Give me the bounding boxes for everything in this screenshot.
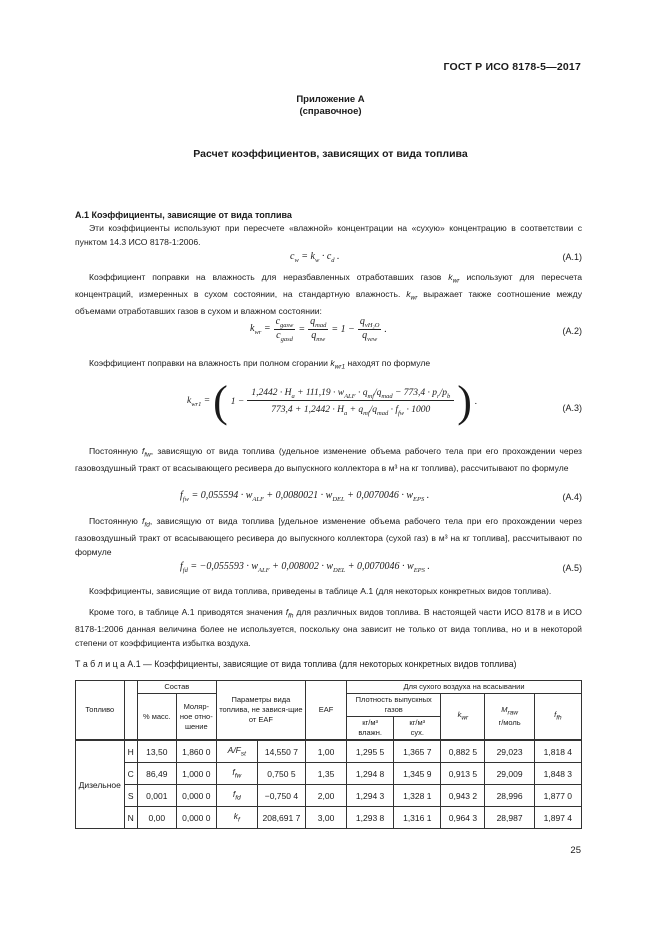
paragraph-5-text-b: , зависящую от вида топлива [удельное изменение объема рабочего тела при его прохождении через газовоздушный тракт от всасывающего ресивера до выпускного коллектора (сухой газ) в м³ на кг топлива], рассчитывают по формуле [75, 516, 582, 557]
table-row [76, 785, 582, 807]
a3-const2: 111,19 [305, 387, 331, 398]
a4-c1: 0,055594 [200, 490, 239, 501]
paragraph-3-text-a: Коэффициент поправки на влажность при полном сгорании [89, 358, 328, 368]
cell-element: N [124, 807, 137, 829]
header-ffh: $f_{fh}$ [534, 694, 581, 741]
cell-param-value: 14,550 7 [257, 740, 305, 763]
page-title: Расчет коэффициентов, зависящих от вида топлива [193, 148, 468, 160]
paragraph-7: Кроме того, в таблице А.1 приводятся значения $f_{fh}$ для различных видов топлива. В настоящей части ИСО 8178 и в ИСО 8178-1:2006 данная величина более не используется, поскольку она зависит не только от вида топлива, но и в некоторой степени от коэффициента избытка воздуха. [75, 607, 582, 648]
cell-ffh: 1,818 4 [534, 740, 581, 763]
paragraph-2-text-a: Коэффициент поправки на влажность для неразбавленных отработавших газов [89, 272, 442, 282]
paragraph-6-text: Коэффициенты, зависящие от вида топлива, приведены в таблице А.1 (для некоторых конкретных видов топлива). [89, 586, 552, 596]
cell-param-value: −0,750 4 [257, 785, 305, 807]
a3-const4: 773,4 [271, 404, 293, 415]
a5-c1: −0,055593 [199, 561, 244, 572]
cell-wet: 1,293 8 [347, 807, 394, 829]
table-row [76, 763, 582, 785]
header-molar: Моляр-ное отно-шение [176, 694, 216, 741]
paragraph-4-text-b: , зависящую от вида топлива (удельное изменение объема рабочего тела при его прохождении через газовоздушный тракт от всасывающего ресивера до выпускного коллектора в м³ на кг топлива), рассчитывают по формуле [75, 446, 582, 474]
cell-wet: 1,294 8 [347, 763, 394, 785]
document-header: ГОСТ Р ИСО 8178-5—2017 [443, 61, 581, 73]
header-dry: кг/м³ сух. [394, 717, 441, 741]
cell-dry: 1,365 7 [394, 740, 441, 763]
cell-dry: 1,316 1 [394, 807, 441, 829]
header-wet: кг/м³ влажн. [347, 717, 394, 741]
cell-eaf: 1,00 [306, 740, 347, 763]
cell-mass: 0,001 [137, 785, 176, 807]
page-number: 25 [570, 845, 581, 856]
cell-kwr: 0,943 2 [441, 785, 485, 807]
header-mass-pct: % масс. [137, 694, 176, 741]
cell-param: $A/F_{st}$ [216, 740, 257, 763]
paragraph-5-text-a: Постоянную [89, 516, 138, 526]
cell-param: $f_{fw}$ [216, 763, 257, 785]
cell-molar: 1,000 0 [176, 763, 216, 785]
table-caption-label: Т а б л и ц а А.1 [75, 659, 141, 669]
paragraph-3-text-b: находят по формуле [347, 358, 431, 368]
cell-ffh: 1,848 3 [534, 763, 581, 785]
cell-mraw: 29,009 [485, 763, 534, 785]
cell-element: C [124, 763, 137, 785]
paragraph-1 [75, 222, 582, 249]
cell-element: S [124, 785, 137, 807]
header-mraw: $M_{raw}$ г/моль [485, 694, 534, 741]
cell-molar: 0,000 0 [176, 785, 216, 807]
equation-a2-number: (А.2) [562, 326, 582, 336]
cell-mraw: 28,996 [485, 785, 534, 807]
cell-molar: 0,000 0 [176, 807, 216, 829]
fuel-coefficients-table [75, 680, 582, 829]
a4-c2: 0,0080021 [275, 490, 319, 501]
paragraph-4: Постоянную $f_{fw}$, зависящую от вида топлива (удельное изменение объема рабочего тела при его прохождении через газовоздушный тракт от всасывающего ресивера до выпускного коллектора в м³ на кг топлива), рассчитывают по формуле [75, 446, 582, 474]
a3-const1: 1,2442 [251, 387, 278, 398]
fuel-name: Дизельное [76, 740, 125, 829]
table-row [76, 740, 582, 763]
paragraph-4-text-a: Постоянную [89, 446, 138, 456]
table-row [76, 807, 582, 829]
cell-ffh: 1,897 4 [534, 807, 581, 829]
equation-a3: $k_{wr1}$ = ( 1 − $\frac{1,2442 \cdot H_a + 111,19 \cdot w_{ALF} \cdot q_{mf}/q_{mad} - 773,4 \cdot p_r/p_b}{773,4 + 1,2442 \cdot H_a + q_{mf}/q_{mad} \cdot f_{fw} \cdot 1000}$ ) . [187, 377, 478, 426]
cell-wet: 1,295 5 [347, 740, 394, 763]
cell-dry: 1,345 9 [394, 763, 441, 785]
table-caption [75, 659, 517, 669]
equation-a5: $f_{fd} = -0,055593 \cdot w_{ALF} + 0,008002 \cdot w_{DEL} + 0,0070046 \cdot w_{EPS}$ . [180, 561, 430, 574]
cell-mass: 13,50 [137, 740, 176, 763]
paragraph-5: Постоянную $f_{fd}$, зависящую от вида топлива [удельное изменение объема рабочего тела при его прохождении через газовоздушный тракт от всасывающего ресивера до выпускного коллектора (сухой газ) в м³ на кг топлива], рассчитывают по формуле [75, 516, 582, 557]
header-composition: Состав [137, 681, 216, 694]
cell-mass: 0,00 [137, 807, 176, 829]
header-params: Параметры вида топлива, не завися-щие от EAF [216, 681, 305, 741]
cell-kwr: 0,964 3 [441, 807, 485, 829]
a3-const3: 773,4 [403, 387, 426, 398]
cell-param: $f_{fd}$ [216, 785, 257, 807]
equation-a1-number: (А.1) [562, 252, 582, 262]
cell-param: $k_f$ [216, 807, 257, 829]
appendix-subtitle: (справочное) [299, 106, 362, 117]
cell-ffh: 1,877 0 [534, 785, 581, 807]
paragraph-7-text-a: Кроме того, в таблице А.1 приводятся значения [89, 607, 283, 617]
section-title: А.1 Коэффициенты, зависящие от вида топлива [75, 210, 292, 220]
a5-c2: 0,008002 [281, 561, 319, 572]
appendix-title [0, 94, 661, 118]
appendix-label: Приложение А [296, 94, 365, 105]
cell-mass: 86,49 [137, 763, 176, 785]
equation-a5-number: (А.5) [562, 563, 582, 573]
a3-const6: 1000 [411, 404, 431, 415]
paragraph-6 [75, 585, 582, 599]
equation-a1: $c_w = k_w \cdot c_d$ . [290, 251, 340, 264]
cell-molar: 1,860 0 [176, 740, 216, 763]
header-fuel: Топливо [76, 681, 125, 741]
cell-element: H [124, 740, 137, 763]
paragraph-7-text-b: для различных видов топлива. В настоящей части ИСО 8178 и в ИСО 8178-1:2006 данная величина более не используется, поскольку она зависит не только от вида топлива, но и в некоторой степени от коэффициента избытка воздуха. [75, 607, 582, 648]
header-kwr: $k_{wr}$ [441, 694, 485, 741]
paragraph-3: Коэффициент поправки на влажность при полном сгорании $k_{wr1}$ находят по формуле [75, 357, 582, 374]
a4-c3: 0,0070046 [356, 490, 399, 501]
paragraph-2: Коэффициент поправки на влажность для неразбавленных отработавших газов $k_{wr}$ используют для пересчета концентраций, измеренных в сухом состоянии, на стандартную влажность. $k_{wr}$ выражает также соотношение между объемами отработавших газов в сухом и влажном состоянии: [75, 272, 583, 317]
cell-mraw: 28,987 [485, 807, 534, 829]
cell-param-value: 0,750 5 [257, 763, 305, 785]
cell-eaf: 1,35 [306, 763, 347, 785]
header-eaf: EAF [306, 681, 347, 741]
cell-mraw: 29,023 [485, 740, 534, 763]
cell-wet: 1,294 3 [347, 785, 394, 807]
cell-param-value: 208,691 7 [257, 807, 305, 829]
a3-const5: 1,2442 [303, 404, 330, 415]
cell-dry: 1,328 1 [394, 785, 441, 807]
paragraph-1-text: Эти коэффициенты используют при пересчете «влажной» концентрации на «сухую» концентрацию в соответствии с пунктом 14.3 ИСО 8178-1:2006. [75, 223, 582, 247]
equation-a3-number: (А.3) [562, 403, 582, 413]
cell-eaf: 3,00 [306, 807, 347, 829]
a5-c3: 0,0070046 [357, 561, 400, 572]
paragraph-2-text-c: выражает также соотношение между объемами отработавших газов в сухом и влажном состоянии: [75, 289, 582, 317]
cell-kwr: 0,882 5 [441, 740, 485, 763]
equation-a4-number: (А.4) [562, 492, 582, 502]
header-dry-air: Для сухого воздуха на всасывании [347, 681, 582, 694]
equation-a2: $k_{wr}$ = $\frac{c_{gasw}}{c_{gasd}}$ = $\frac{q_{mad}}{q_{mw}}$ = 1 − $\frac{q_{vH_2O}}{q_{vew}}$ . [250, 316, 387, 343]
cell-eaf: 2,00 [306, 785, 347, 807]
table-caption-text: — Коэффициенты, зависящие от вида топлива (для некоторых конкретных видов топлива) [140, 659, 517, 669]
header-density: Плотность выпускных газов [347, 694, 441, 717]
cell-kwr: 0,913 5 [441, 763, 485, 785]
equation-a4: $f_{fw} = 0,055594 \cdot w_{ALF} + 0,0080021 \cdot w_{DEL} + 0,0070046 \cdot w_{EPS}$ . [180, 490, 430, 503]
paragraph-2-text-b: используют для пересчета концентраций, измеренных в сухом состоянии, на стандартную влажность. [75, 272, 583, 300]
